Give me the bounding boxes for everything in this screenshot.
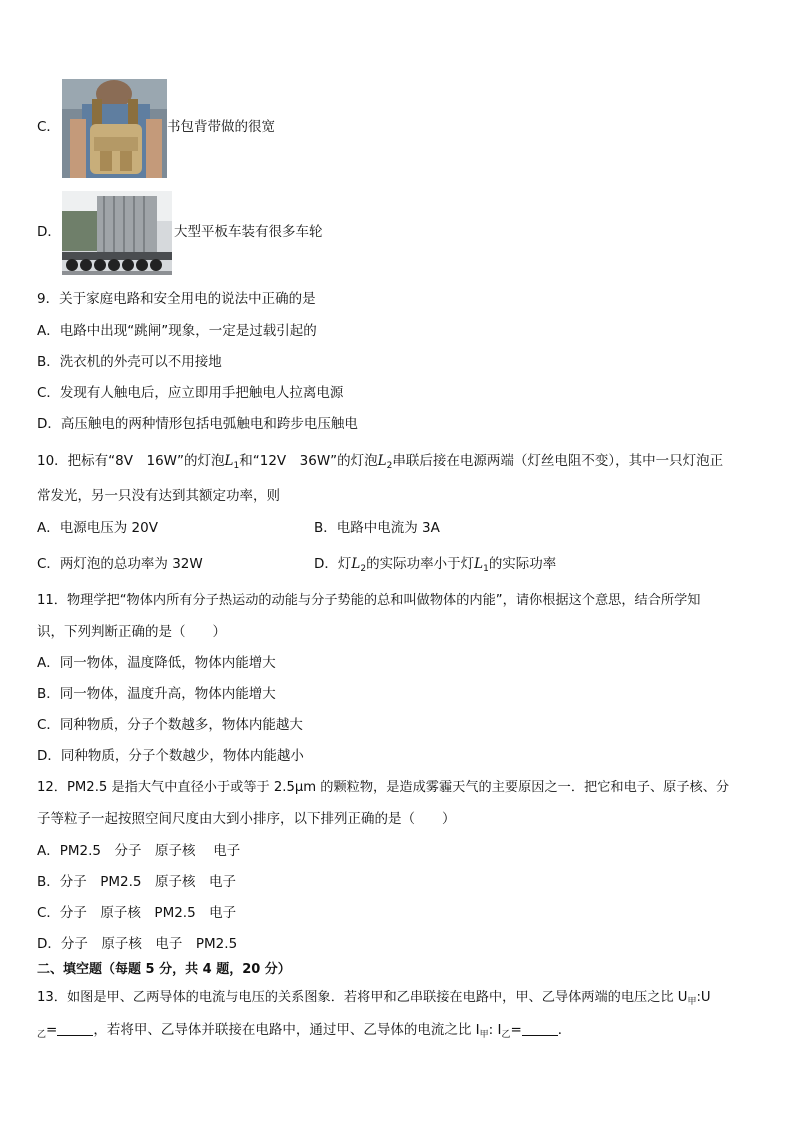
backpack-illustration <box>62 79 167 178</box>
q10-option-d-lamp1-symbol: L <box>474 556 484 572</box>
q8-option-c-text: 书包背带做的很宽 <box>167 119 275 135</box>
q13-line2-text: ，若将甲、乙导体并联接在电路中，通过甲、乙导体的电流之比 I <box>93 1022 480 1038</box>
q10-option-d-part3: 的实际功率 <box>488 556 557 572</box>
q12-option-b: B．分子 PM2.5 原子核 电子 <box>37 874 237 890</box>
q13-i-yi-subscript: 乙 <box>501 1030 511 1040</box>
section-2-heading: 二、填空题（每题 5 分，共 4 题，20 分） <box>37 962 291 977</box>
q10-options-row1 <box>37 519 440 537</box>
q11-stem-line2: 识，下列判断正确的是（ ） <box>37 624 226 640</box>
flatbed-truck-photo <box>62 191 172 275</box>
q11-option-c: C．同种物质，分子个数越多，物体内能越大 <box>37 717 303 733</box>
q13-blank-1[interactable] <box>57 1023 93 1036</box>
q12-option-d: D．分子 原子核 电子 PM2.5 <box>37 936 238 952</box>
q12-option-c: C．分子 原子核 PM2.5 电子 <box>37 905 237 921</box>
q9-option-c: C．发现有人触电后，应立即用手把触电人拉离电源 <box>37 385 344 401</box>
q9-option-b: B．洗衣机的外壳可以不用接地 <box>37 354 222 370</box>
q13-line2-end: ． <box>557 1022 572 1038</box>
q13-line2-eq2: = <box>510 1022 522 1038</box>
q10-stem-line1 <box>37 452 723 475</box>
q9-stem: 9．关于家庭电路和安全用电的说法中正确的是 <box>37 291 316 307</box>
q10-option-c: C．两灯泡的总功率为 32W <box>37 556 203 572</box>
flatbed-truck-illustration <box>62 191 172 275</box>
q12-stem-line1: 12．PM2.5 是指大气中直径小于或等于 2.5μm 的颗粒物，是造成雾霾天气的主要原因之一．把它和电子、原子核、分 <box>37 780 730 795</box>
q10-lamp1-symbol: L <box>224 453 234 469</box>
q10-option-b: B．电路中电流为 3A <box>314 520 440 536</box>
q13-line1-text: 13．如图是甲、乙两导体的电流与电压的关系图象．若将甲和乙串联接在电路中，甲、乙导体两端的电压之比 U <box>37 990 688 1005</box>
q10-stem-part2: 和“12V 36W”的灯泡 <box>239 453 378 469</box>
q13-u-yi-subscript: 乙 <box>37 1030 47 1040</box>
q10-option-d-part1: D．灯 <box>314 556 352 572</box>
q11-option-d: D．同种物质，分子个数越少，物体内能越小 <box>37 748 304 764</box>
q12-option-a: A．PM2.5 分子 原子核 电子 <box>37 843 241 859</box>
q13-line1-end: :U <box>696 990 711 1005</box>
q10-lamp2-subscript: 2 <box>386 461 393 471</box>
q13-line2-ratio: : I <box>488 1022 502 1038</box>
q8-option-c-label: C． <box>37 119 60 135</box>
q13-line1 <box>37 989 711 1011</box>
q10-options-row2 <box>37 555 557 574</box>
q13-i-jia-subscript: 甲 <box>479 1030 489 1040</box>
q10-lamp1-subscript: 1 <box>233 461 240 471</box>
q10-option-d-lamp2-subscript: 2 <box>360 564 367 574</box>
q10-stem-part1: 10．把标有“8V 16W”的灯泡 <box>37 453 225 469</box>
q11-option-a: A．同一物体，温度降低，物体内能增大 <box>37 655 276 671</box>
q13-line2 <box>37 1021 571 1044</box>
q10-option-d-lamp2-symbol: L <box>351 556 361 572</box>
q11-option-b: B．同一物体，温度升高，物体内能增大 <box>37 686 276 702</box>
q9-option-a: A．电路中出现“跳闸”现象，一定是过载引起的 <box>37 323 317 339</box>
q10-option-d <box>314 555 556 578</box>
q13-blank-2[interactable] <box>522 1023 558 1036</box>
q8-option-d-text: 大型平板车装有很多车轮 <box>174 224 323 240</box>
q8-option-d-label: D． <box>37 224 61 240</box>
q13-u-jia-subscript: 甲 <box>687 997 697 1007</box>
q10-lamp2-symbol: L <box>377 453 387 469</box>
q10-stem-part3: 串联后接在电源两端（灯丝电阻不变），其中一只灯泡正 <box>392 453 724 469</box>
backpack-photo <box>62 79 167 178</box>
q10-option-a: A．电源电压为 20V <box>37 520 158 536</box>
q12-stem-line2: 子等粒子一起按照空间尺度由大到小排序，以下排列正确的是（ ） <box>37 811 456 827</box>
q9-option-d: D．高压触电的两种情形包括电弧触电和跨步电压触电 <box>37 416 358 432</box>
q10-option-d-part2: 的实际功率小于灯 <box>366 556 475 572</box>
q10-stem-line2: 常发光，另一只没有达到其额定功率，则 <box>37 488 280 504</box>
q13-line2-eq1: = <box>46 1022 58 1038</box>
q11-stem-line1: 11．物理学把“物体内所有分子热运动的动能与分子势能的总和叫做物体的内能”，请你根据这个意思，结合所学知 <box>37 593 701 608</box>
q10-option-d-lamp1-subscript: 1 <box>483 564 489 574</box>
